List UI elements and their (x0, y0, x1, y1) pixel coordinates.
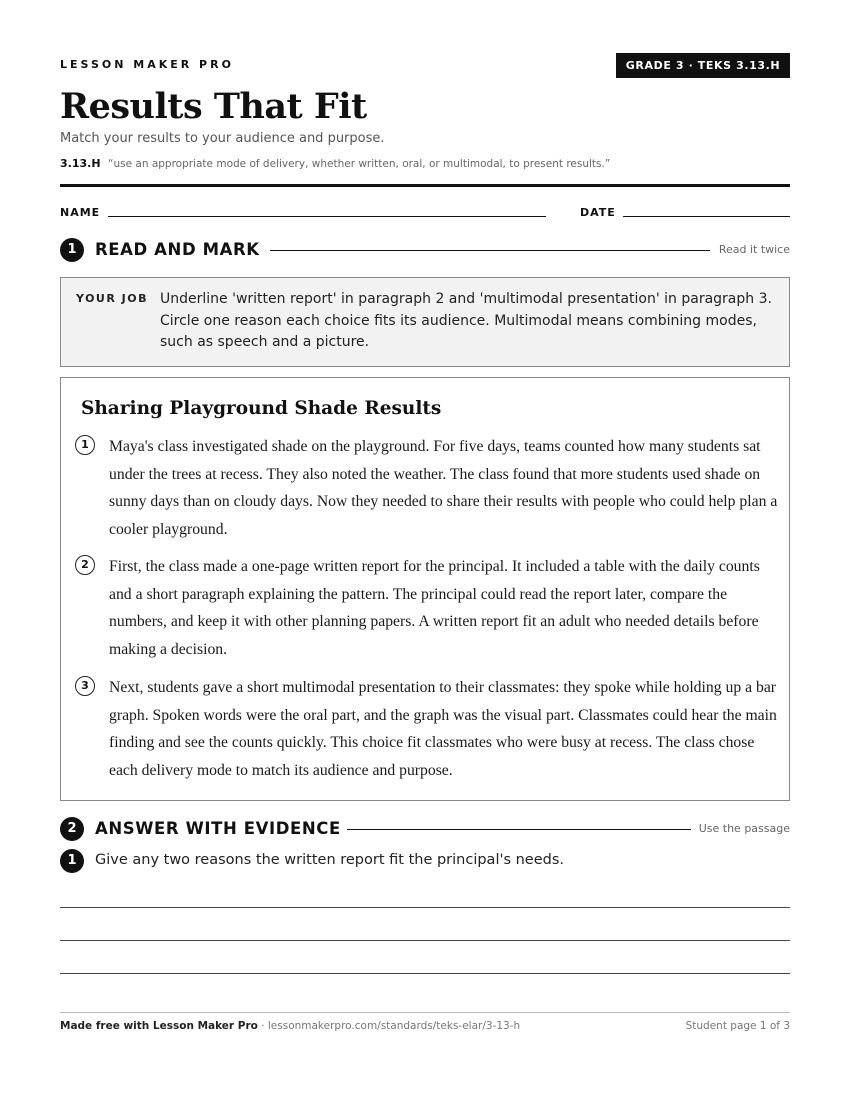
standard-code: 3.13.H (60, 157, 101, 170)
section-note: Use the passage (698, 822, 790, 835)
section-rule (347, 829, 691, 830)
section-rule (270, 250, 710, 251)
footer-credit (60, 1020, 520, 1032)
section-number-badge: 1 (60, 238, 84, 262)
date-label: DATE (580, 206, 616, 219)
section-read-and-mark-header (60, 238, 790, 262)
question-number-badge: 1 (60, 849, 84, 873)
footer-separator: · (257, 1020, 268, 1032)
footer-made-with: Made free with Lesson Maker Pro (60, 1020, 258, 1032)
name-field[interactable] (108, 216, 546, 217)
grade-badge: GRADE 3 · TEKS 3.13.H (616, 53, 790, 78)
worksheet-subtitle: Match your results to your audience and purpose. (60, 131, 385, 146)
section-title: READ AND MARK (95, 240, 260, 259)
name-label: NAME (60, 206, 101, 219)
footer-divider (60, 1012, 790, 1013)
paragraph-text: Maya's class investigated shade on the playground. For five days, teams counted how many students sat under the trees at recess. They also noted the weather. The class found that more students used shade on sunny days than on cloudy days. Now they needed to share their results with people who could help plan a cooler playground. (109, 438, 778, 538)
standard-quote: “use an appropriate mode of delivery, whether written, oral, or multimodal, to present results.” (108, 158, 611, 170)
answer-line[interactable] (60, 973, 790, 974)
paragraph-number-circle: 1 (75, 435, 95, 455)
footer-url[interactable]: lessonmakerpro.com/standards/teks-elar/3-13-h (267, 1020, 521, 1032)
answer-line[interactable] (60, 940, 790, 941)
your-job-instructions: Underline 'written report' in paragraph 2 and 'multimodal presentation' in paragraph 3. Circle one reason each choice fits its audience. Multimodal means combining modes, such as speech and a picture. (160, 291, 772, 350)
standard-line (60, 157, 610, 170)
header-divider (60, 184, 790, 187)
date-field[interactable] (623, 216, 790, 217)
section-note: Read it twice (718, 243, 790, 256)
passage-box (60, 377, 790, 801)
question-text: Give any two reasons the written report fit the principal's needs. (95, 852, 565, 868)
section-answer-with-evidence-header (60, 817, 790, 841)
passage-title: Sharing Playground Shade Results (81, 398, 442, 419)
answer-line[interactable] (60, 907, 790, 908)
footer-page-number: Student page 1 of 3 (685, 1020, 790, 1032)
section-number-badge: 2 (60, 817, 84, 841)
question-1 (60, 849, 790, 873)
paragraph-text: First, the class made a one-page written report for the principal. It included a table with the daily counts and a short paragraph explaining the pattern. The principal could read the report later, compare the numbers, and keep it with other planning papers. A written report fit an adult who needed details before making a decision. (109, 558, 760, 658)
your-job-label: YOUR JOB (76, 292, 148, 305)
brand-name: LESSON MAKER PRO (60, 58, 234, 71)
worksheet-title: Results That Fit (60, 86, 367, 127)
your-job-box (60, 277, 790, 367)
paragraph-number-circle: 2 (75, 555, 95, 575)
paragraph-number-circle: 3 (75, 676, 95, 696)
section-title: ANSWER WITH EVIDENCE (95, 819, 341, 838)
paragraph-text: Next, students gave a short multimodal presentation to their classmates: they spoke while holding up a bar graph. Spoken words were the oral part, and the graph was the visual part. Classmates could hear the main finding and see the counts quickly. This choice fit classmates who were busy at recess. The class chose each delivery mode to match its audience and purpose. (109, 679, 777, 779)
